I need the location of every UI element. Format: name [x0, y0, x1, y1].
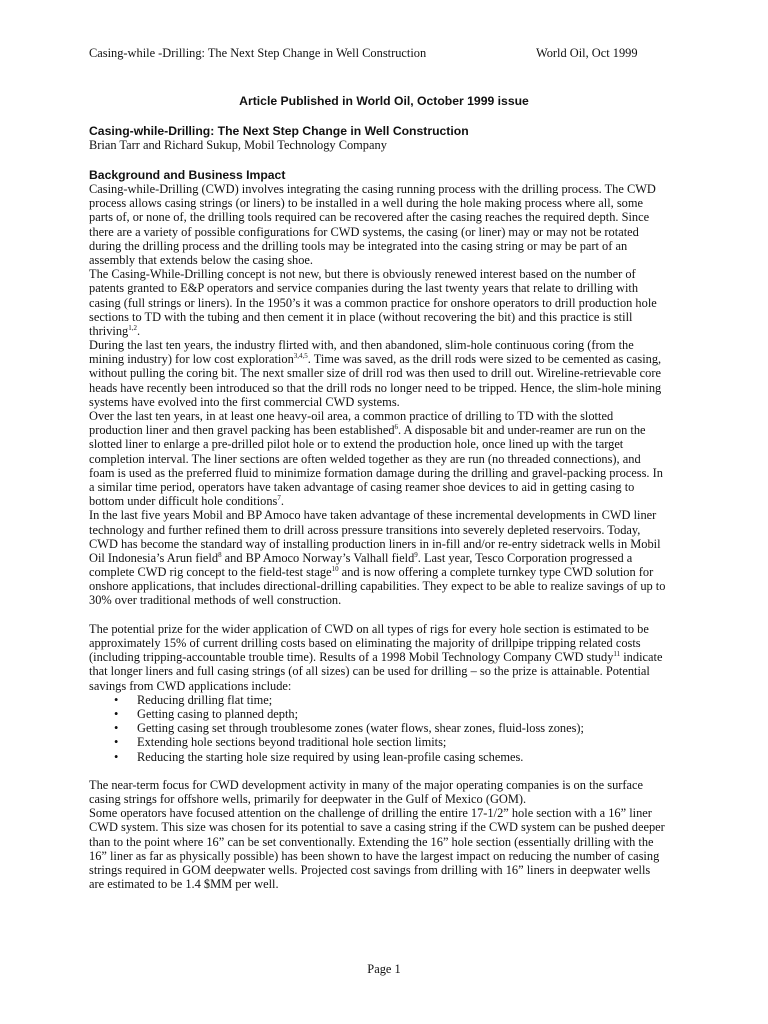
citation-superscript: 7: [277, 494, 281, 503]
body-line: [89, 565, 709, 579]
body-line: CWD has become the standard way of installing production liners in in-fill and/or re-entry sidetrack wells in Mobil: [89, 536, 661, 551]
body-line: process allows casing strings (or liners) to be installed in a well during the hole making process where all, some: [89, 196, 644, 211]
body-line: Over the last ten years, in at least one heavy-oil area, a common practice of drilling to TD with the slotted: [89, 409, 614, 423]
running-header-source: World Oil, Oct 1999: [536, 46, 638, 60]
text-run: and is now offering a complete turnkey type CWD solution for: [338, 565, 654, 580]
body-line: that longer liners and full casing strings (of all sizes) can be used for drilling – so the prize is attainable. Potential: [89, 664, 650, 679]
bullet-text: Getting casing set through troublesome zones (water flows, shear zones, fluid-loss zones);: [137, 721, 584, 736]
body-line: 30% over traditional methods of well construction.: [89, 593, 342, 608]
text-run: complete CWD rig concept to the field-test stage: [89, 565, 332, 580]
body-line: The near-term focus for CWD development activity in many of the major operating companies is on the surface: [89, 777, 644, 792]
citation-superscript: 11: [613, 650, 621, 659]
body-line: onshore applications, that includes directional-drilling capabilities. They expect to be able to realize savings of up to: [89, 579, 666, 594]
body-line: Some operators have focused attention on the challenge of drilling the entire 17-1/2” hole section with a 16” liner: [89, 806, 652, 821]
body-line: slotted liner to enlarge a pre-drilled pilot hole or to extend the production hole, once lined up with the target: [89, 437, 624, 452]
bullet-marker: •: [114, 692, 119, 707]
text-run: thriving: [89, 323, 129, 338]
body-line: savings from CWD applications include:: [89, 678, 292, 693]
running-header-title: Casing-while -Drilling: The Next Step Change in Well Construction: [89, 46, 427, 60]
text-run: .: [280, 494, 284, 509]
text-run: and BP Amoco Norway’s Valhall field: [221, 550, 415, 565]
bullet-text: Reducing the starting hole size required by using lean-profile casing schemes.: [137, 749, 524, 764]
body-line: [89, 423, 709, 437]
body-line: are estimated to be 1.4 $MM per well.: [89, 877, 279, 892]
text-run: .: [137, 323, 141, 338]
bullet-marker: •: [114, 749, 119, 764]
body-line: During the last ten years, the industry flirted with, and then abandoned, slim-hole continuous coring (from the: [89, 338, 634, 353]
bullet-marker: •: [114, 721, 119, 736]
article-body: [89, 182, 709, 891]
publication-line: Article Published in World Oil, October 1999 issue: [239, 94, 529, 108]
bullet-text: Getting casing to planned depth;: [137, 706, 299, 721]
citation-superscript: 8: [218, 550, 222, 559]
body-line: heads have recently been introduced so that the drill rods no longer need to be tripped. Hence, the slim-hole mining: [89, 380, 662, 395]
body-line: parts of, or none of, the drilling tools required can be recovered after the casing reaches the required depth. Since: [89, 210, 650, 225]
body-line: sections to TD with the tubing and then cement it in place (without recovering the bit) and this practice is still: [89, 309, 633, 324]
body-line: The potential prize for the wider application of CWD on all types of rigs for every hole section is estimated to be: [89, 621, 649, 636]
citation-superscript: 6: [394, 423, 399, 432]
bullet-item: [89, 750, 709, 764]
body-line: assembly that extends below the casing shoe.: [89, 252, 314, 267]
citation-superscript: 9: [414, 550, 418, 559]
paragraph-gap: [89, 608, 709, 622]
body-line: [89, 324, 709, 338]
section-heading: Background and Business Impact: [89, 168, 286, 182]
citation-superscript: 3,4,5: [293, 352, 308, 361]
body-line: The Casing-While-Drilling concept is not new, but there is obviously renewed interest based on the number of: [89, 267, 636, 282]
text-run: indicate: [620, 650, 663, 665]
body-line: [89, 494, 709, 508]
body-line: systems have evolved into the first commercial CWD systems.: [89, 394, 400, 409]
bullet-item: [89, 707, 709, 721]
body-line: Casing-while-Drilling (CWD) involves integrating the casing running process with the drilling process. The CWD: [89, 182, 656, 196]
body-line: technology and further refined them to drill across pressure transitions into severely depleted reservoirs. Today,: [89, 522, 641, 537]
body-line: a similar time period, operators have taken advantage of casing reamer shoe devices to aid in getting casing to: [89, 479, 635, 494]
text-run: bottom under difficult hole conditions: [89, 494, 278, 509]
body-line: 16” liner as far as physically possible) has been shown to have the largest impact on reducing the number of casing: [89, 848, 660, 863]
bullet-text: Extending hole sections beyond traditional hole section limits;: [137, 735, 447, 750]
body-line: without pulling the coring bit. The next smaller size of drill rod was then used to drill out. Wireline-retrievable core: [89, 366, 661, 381]
bullet-item: [89, 721, 709, 735]
article-authors: Brian Tarr and Richard Sukup, Mobil Technology Company: [89, 138, 387, 152]
body-line: completion interval. The liner sections are often welded together as they are run (no threaded connections), and: [89, 451, 641, 466]
bullet-item: [89, 735, 709, 749]
body-line: there are a variety of possible configurations for CWD systems, the casing (or liner) may or may not be rotated: [89, 224, 639, 239]
citation-superscript: 1,2: [128, 323, 137, 332]
body-line: casing strings for offshore wells, primarily for deepwater in the Gulf of Mexico (GOM).: [89, 792, 527, 807]
text-run: . Last year, Tesco Corporation progressed a: [417, 550, 633, 565]
body-line: foam is used as the preferred fluid to minimize formation damage during the drilling and gravel-packing process. In: [89, 465, 663, 480]
body-line: during the drilling process and the drilling tools may be integrated into the casing string or may be part of an: [89, 238, 628, 253]
text-run: . A disposable bit and under-reamer are run on the: [398, 423, 646, 438]
body-line: CWD system. This size was chosen for its potential to save a casing string if the CWD system can be pushed deeper: [89, 820, 665, 835]
paragraph-gap: [89, 764, 709, 778]
text-run: (including tripping-accountable trouble time). Results of a 1998 Mobil Technology Company CWD study: [89, 650, 614, 665]
text-run: . Time was saved, as the drill rods were sized to be cemented as casing,: [307, 352, 662, 367]
article-title: Casing-while-Drilling: The Next Step Change in Well Construction: [89, 124, 469, 138]
body-line: strings required in GOM deepwater wells. Projected cost savings from drilling with 16” liners in deepwater wells: [89, 863, 651, 877]
body-line: [89, 551, 709, 565]
bullet-marker: •: [114, 706, 119, 721]
body-line: [89, 352, 709, 366]
body-line: [89, 650, 709, 664]
text-run: Oil Indonesia’s Arun field: [89, 550, 219, 565]
text-run: production liner and then gravel packing has been established: [89, 423, 395, 438]
body-line: than to the point where 16” can be set conventionally. Extending the 16” hole section (essentially drilling with the: [89, 834, 654, 849]
text-run: mining industry) for low cost exploration: [89, 352, 294, 367]
body-line: casing (full strings or liners). In the 1950’s it was a common practice for onshore operators to drill production hole: [89, 295, 657, 310]
bullet-marker: •: [114, 735, 119, 750]
bullet-item: [89, 693, 709, 707]
body-line: approximately 15% of current drilling costs based on eliminating the majority of drillpipe tripping related costs: [89, 636, 641, 650]
body-line: In the last five years Mobil and BP Amoco have taken advantage of these incremental developments in CWD liner: [89, 508, 657, 523]
bullet-text: Reducing drilling flat time;: [137, 692, 273, 707]
body-line: patents granted to E&P operators and service companies during the last twenty years that relate to drilling with: [89, 281, 639, 296]
citation-superscript: 10: [331, 565, 339, 574]
page-number: Page 1: [367, 962, 401, 976]
